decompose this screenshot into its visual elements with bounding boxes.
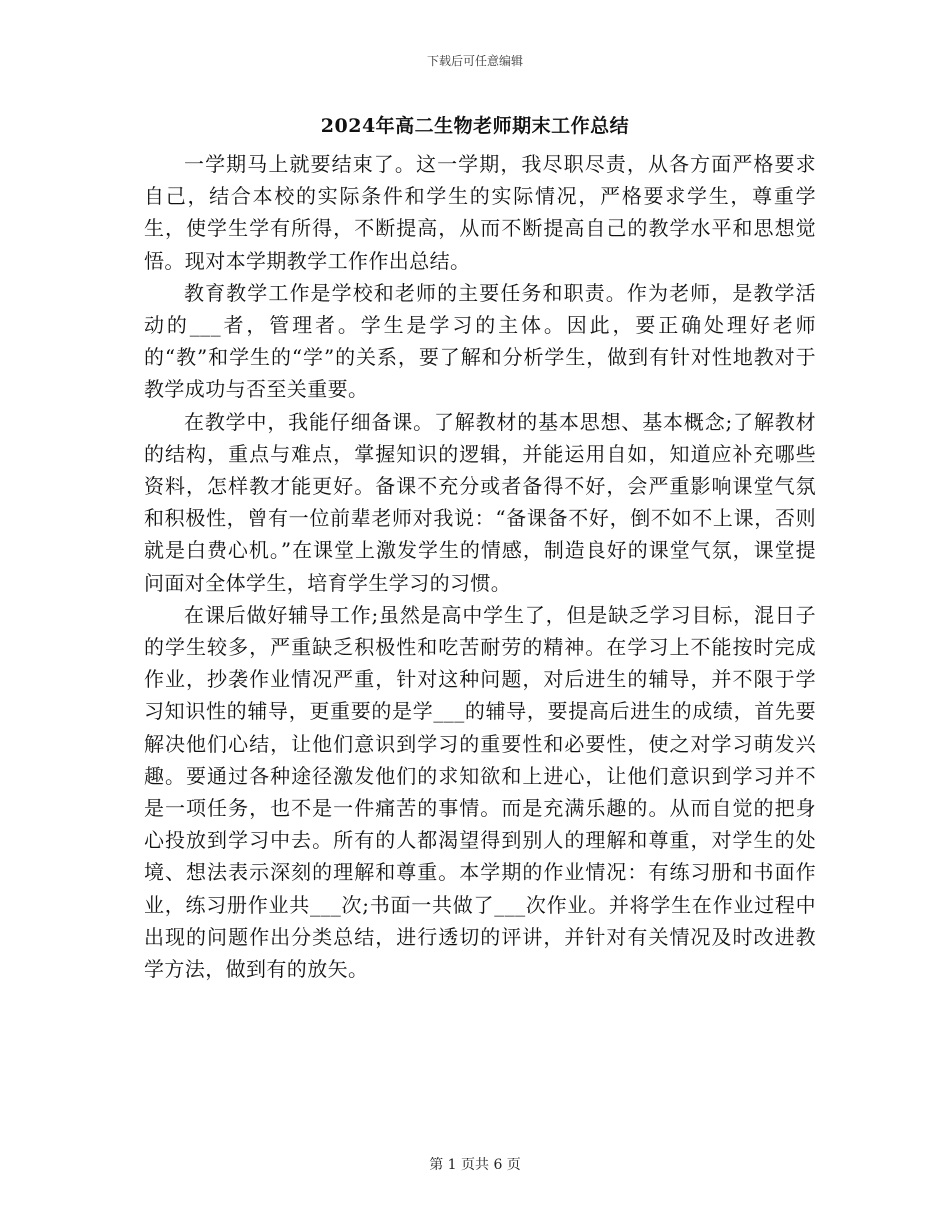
paragraph-lesson-preparation: 在教学中，我能仔细备课。了解教材的基本思想、基本概念;了解教材的结构，重点与难点，掌握知识的逻辑，并能运用自如，知道应补充哪些资料，怎样教才能更好。备课不充分或者备得不好，会严重影响课堂气氛和积极性，曾有一位前辈老师对我说：“备课备不好，倒不如不上课，否则就是白费心机。”在课堂上激发学生的情感，制造良好的课堂气氛，课堂提问面对全体学生，培育学生学习的习惯。 <box>144 409 816 595</box>
page-number: 第 1 页共 6 页 <box>429 1157 521 1173</box>
document-title: 2024年高二生物老师期末工作总结 <box>320 115 630 137</box>
paragraph-teaching-duty: 教育教学工作是学校和老师的主要任务和职责。作为老师，是教学活动的___者，管理者。学生是学习的主体。因此，要正确处理好老师的“教”和学生的“学”的关系，要了解和分析学生，做到有针对性地教对于教学成功与否至关重要。 <box>144 280 816 402</box>
paragraph-intro: 一学期马上就要结束了。这一学期，我尽职尽责，从各方面严格要求自己，结合本校的实际条件和学生的实际情况，严格要求学生，尊重学生，使学生学有所得，不断提高，从而不断提高自己的教学水平和思想觉悟。现对本学期教学工作作出总结。 <box>144 152 816 273</box>
document-body <box>144 148 816 985</box>
paragraph-after-class-tutoring: 在课后做好辅导工作;虽然是高中学生了，但是缺乏学习目标，混日子的学生较多，严重缺乏积极性和吃苦耐劳的精神。在学习上不能按时完成作业，抄袭作业情况严重，针对这种问题，对后进生的辅导，并不限于学习知识性的辅导，更重要的是学___的辅导，要提高后进生的成绩，首先要解决他们心结，让他们意识到学习的重要性和必要性，使之对学习萌发兴趣。要通过各种途径激发他们的求知欲和上进心，让他们意识到学习并不是一项任务，也不是一件痛苦的事情。而是充满乐趣的。从而自觉的把身心投放到学习中去。所有的人都渴望得到别人的理解和尊重，对学生的处境、想法表示深刻的理解和尊重。本学期的作业情况：有练习册和书面作业，练习册作业共___次;书面一共做了___次作业。并将学生在作业过程中出现的问题作出分类总结，进行透切的评讲，并针对有关情况及时改进教学方法，做到有的放矢。 <box>144 602 816 982</box>
header-note: 下载后可任意编辑 <box>426 54 523 68</box>
